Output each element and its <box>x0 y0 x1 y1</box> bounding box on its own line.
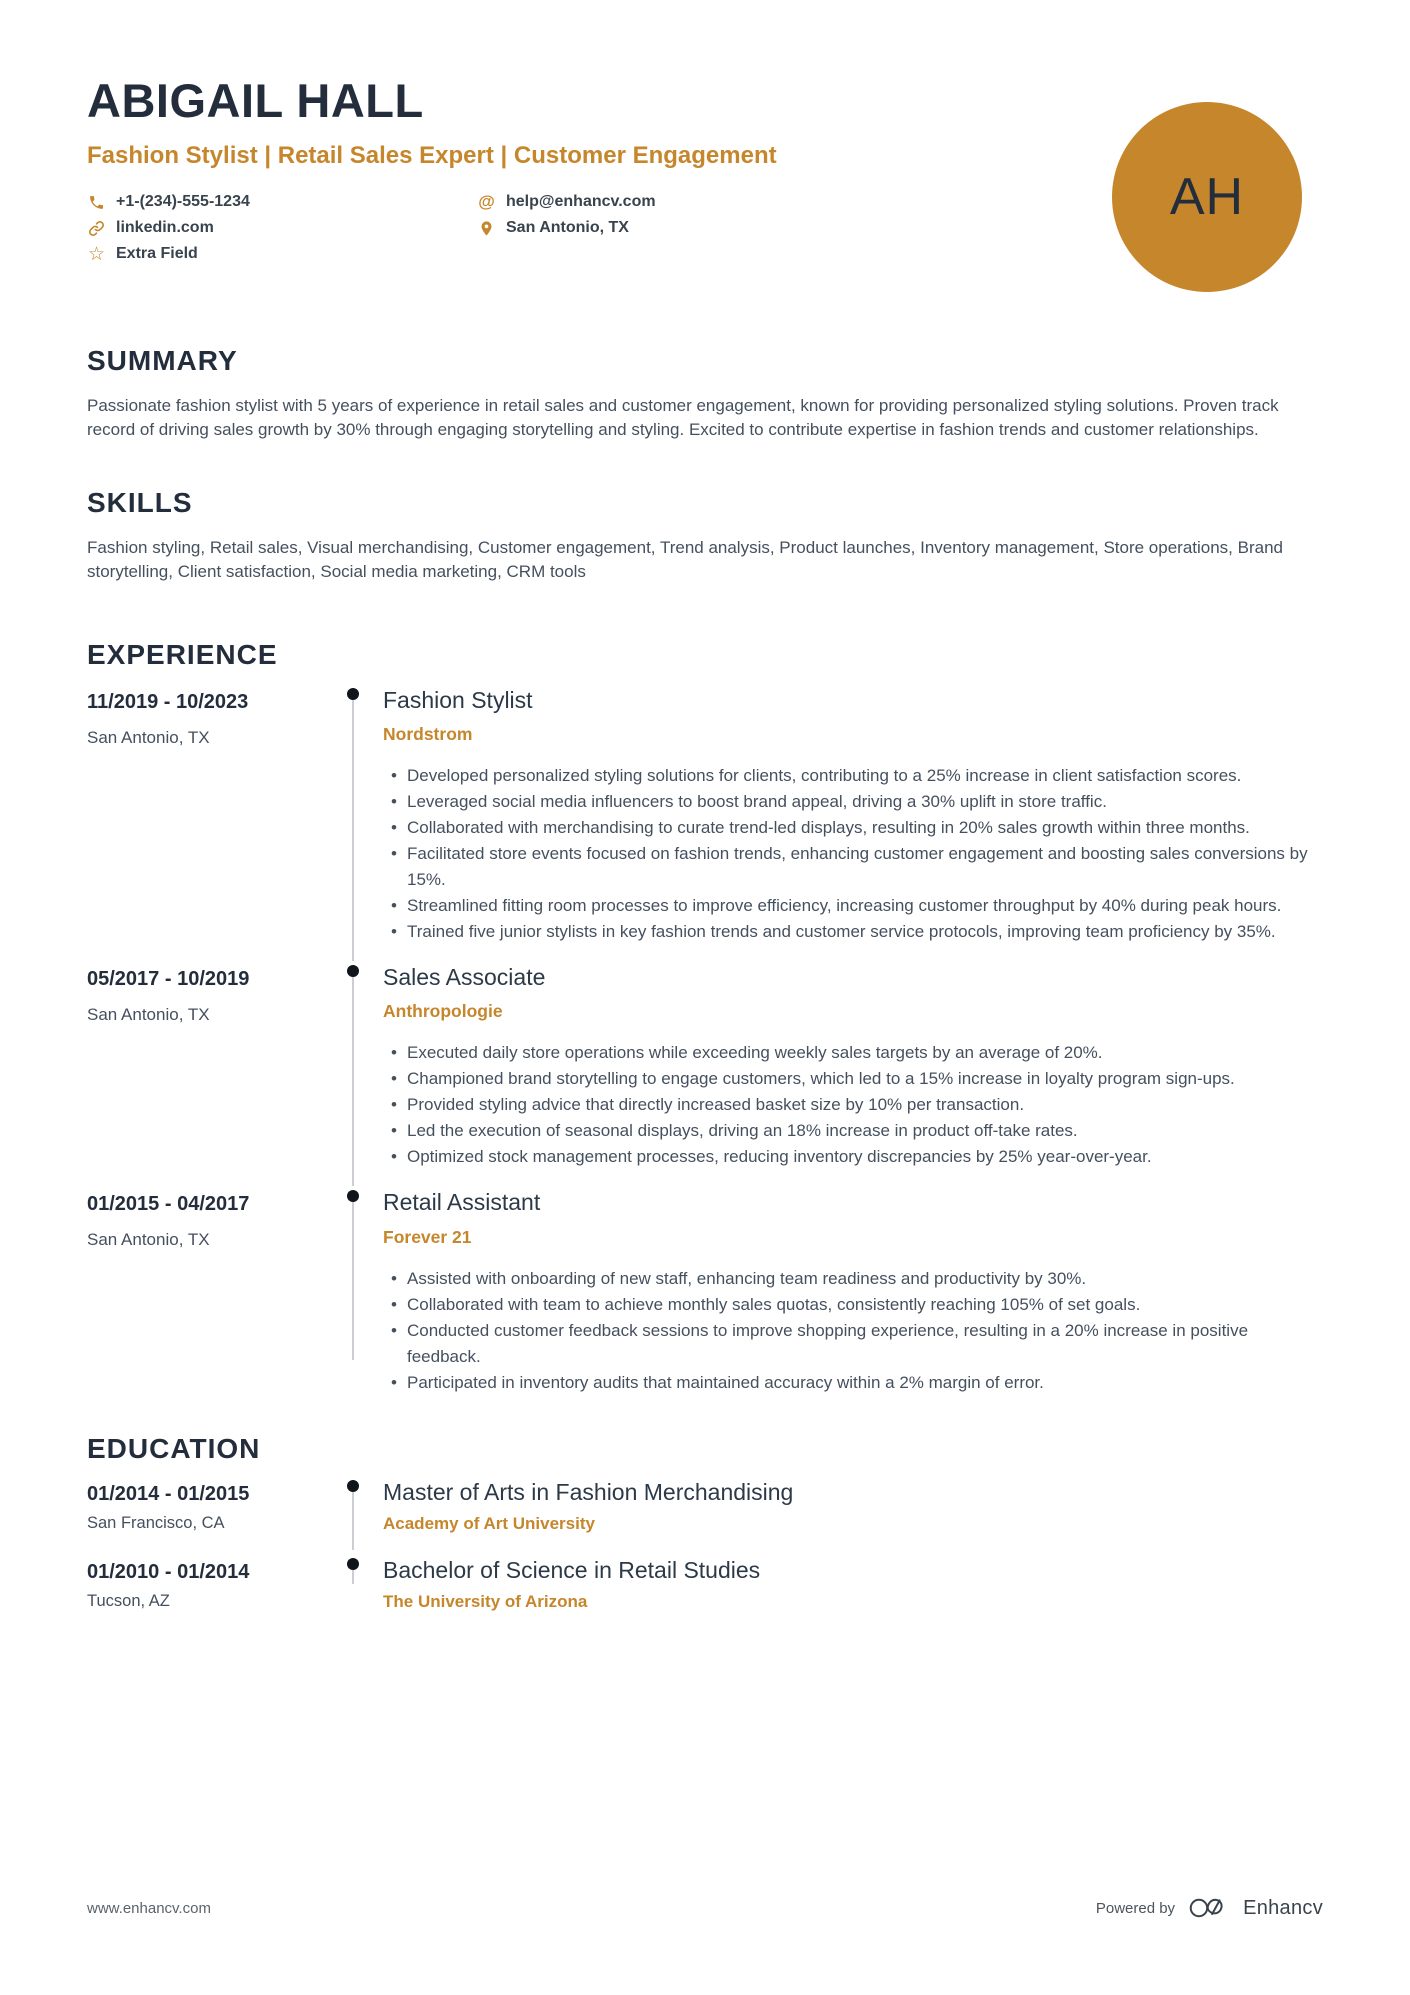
bullet-item: • Trained five junior stylists in key fashion trends and customer service protocols, improving team proficiency by 35%. <box>407 919 1323 945</box>
company-name: Forever 21 <box>383 1226 472 1247</box>
timeline-line <box>352 698 354 961</box>
entry-content <box>383 686 1323 963</box>
link-icon <box>87 219 106 238</box>
bullet-item: • Facilitated store events focused on fashion trends, enhancing customer engagement and boosting sales conversions by 15%. <box>407 841 1323 893</box>
timeline-dot <box>347 1558 359 1570</box>
timeline <box>323 963 383 1188</box>
timeline <box>323 1556 383 1634</box>
entry-dates: 05/2017 - 10/2019 <box>87 968 250 991</box>
contact-phone-text: +1-(234)-555-1234 <box>116 193 250 211</box>
timeline-dot <box>347 688 359 700</box>
experience-entry <box>87 686 1323 963</box>
header-main <box>87 76 777 267</box>
bullet-item: • Optimized stock management processes, reducing inventory discrepancies by 25% year-over-year. <box>407 1144 1323 1170</box>
degree-title: Master of Arts in Fashion Merchandising <box>383 1479 794 1506</box>
contact-email[interactable] <box>477 193 777 212</box>
education-entry <box>87 1556 1323 1634</box>
timeline-dot <box>347 965 359 977</box>
bullet-item: • Streamlined fitting room processes to improve efficiency, increasing customer throughput by 40% during peak hours. <box>407 893 1323 919</box>
entry-location: San Antonio, TX <box>87 1230 210 1250</box>
bullet-list <box>383 1266 1323 1396</box>
bullet-item: • Collaborated with team to achieve monthly sales quotas, consistently reaching 105% of set goals. <box>407 1292 1323 1318</box>
entry-location: Tucson, AZ <box>87 1592 170 1611</box>
enhancv-logo-icon <box>1188 1895 1230 1921</box>
bullet-list <box>383 763 1323 945</box>
location-pin-icon <box>477 219 496 238</box>
school-name: Academy of Art University <box>383 1514 595 1534</box>
powered-by-label: Powered by <box>1095 1899 1176 1917</box>
skills-text: Fashion styling, Retail sales, Visual merchandising, Customer engagement, Trend analysis, Product launches, Inventory management, Store operations, Brand storytelling, Client satisfaction, Social media marketing, CRM tools <box>87 537 1283 581</box>
timeline <box>323 686 383 963</box>
experience-entry <box>87 963 1323 1188</box>
phone-icon <box>87 193 106 212</box>
skills-heading: SKILLS <box>87 486 193 518</box>
education-entry <box>87 1478 1323 1556</box>
company-name: Anthropologie <box>383 1001 503 1022</box>
bullet-item: • Executed daily store operations while exceeding weekly sales targets by an average of 20%. <box>407 1040 1323 1066</box>
contact-extra-field <box>87 245 477 264</box>
header <box>87 76 1323 292</box>
enhancv-brand: Enhancv <box>1243 1896 1323 1919</box>
entry-location: San Antonio, TX <box>87 1005 210 1025</box>
summary-heading: SUMMARY <box>87 345 238 376</box>
bullet-item: • Provided styling advice that directly increased basket size by 10% per transaction. <box>407 1092 1323 1118</box>
company-name: Nordstrom <box>383 724 473 745</box>
footer-site-link[interactable]: www.enhancv.com <box>87 1899 211 1917</box>
bullet-item: • Assisted with onboarding of new staff, enhancing team readiness and productivity by 30%. <box>407 1266 1323 1292</box>
degree-title: Bachelor of Science in Retail Studies <box>383 1557 761 1584</box>
timeline-line <box>352 975 354 1186</box>
entry-left-column <box>87 1556 323 1634</box>
entry-left-column <box>87 1478 323 1556</box>
timeline-line <box>352 1200 354 1360</box>
timeline-dot <box>347 1190 359 1202</box>
contact-linkedin[interactable] <box>87 219 477 238</box>
person-name: ABIGAIL HALL <box>87 74 424 127</box>
entry-dates: 01/2010 - 01/2014 <box>87 1561 250 1584</box>
contact-extra-text: Extra Field <box>116 245 198 263</box>
entry-dates: 11/2019 - 10/2023 <box>87 691 249 714</box>
school-name: The University of Arizona <box>383 1592 588 1612</box>
contact-location-text: San Antonio, TX <box>506 219 629 237</box>
footer-brand-group[interactable] <box>1096 1895 1323 1921</box>
timeline-line <box>352 1492 354 1550</box>
bullet-item: • Conducted customer feedback sessions to improve shopping experience, resulting in a 20% increase in positive feedback. <box>407 1318 1323 1370</box>
entry-left-column <box>87 963 323 1188</box>
star-icon: ☆ <box>87 243 106 265</box>
timeline-dot <box>347 1480 359 1492</box>
role-title: Fashion Stylist | Retail Sales Expert | Customer Engagement <box>87 142 777 170</box>
bullet-item: • Championed brand storytelling to engage customers, which led to a 15% increase in loyalty program sign-ups. <box>407 1066 1323 1092</box>
entry-dates: 01/2014 - 01/2015 <box>87 1483 250 1506</box>
entry-location: San Antonio, TX <box>87 728 210 748</box>
entry-content <box>383 1556 1323 1634</box>
job-title: Sales Associate <box>383 964 546 991</box>
bullet-item: • Led the execution of seasonal displays, driving an 18% increase in product off-take rates. <box>407 1118 1323 1144</box>
entry-content <box>383 963 1323 1188</box>
job-title: Fashion Stylist <box>383 687 533 714</box>
job-title: Retail Assistant <box>383 1189 541 1216</box>
entry-content <box>383 1188 1323 1413</box>
entry-left-column <box>87 686 323 963</box>
bullet-item: • Collaborated with merchandising to curate trend-led displays, resulting in 20% sales growth within three months. <box>407 815 1323 841</box>
bullet-list <box>383 1040 1323 1170</box>
contact-linkedin-text: linkedin.com <box>116 219 214 237</box>
footer <box>87 1895 1323 1921</box>
contact-location <box>477 219 777 238</box>
timeline-line <box>352 1570 354 1584</box>
timeline <box>323 1478 383 1556</box>
bullet-item: • Leveraged social media influencers to boost brand appeal, driving a 30% uplift in store traffic. <box>407 789 1323 815</box>
entry-content <box>383 1478 1323 1556</box>
summary-text: Passionate fashion stylist with 5 years of experience in retail sales and customer engagement, known for providing personalized styling solutions. Proven track record of driving sales growth by 30% through engaging storytelling and styling. Excited to contribute expertise in fashion trends and customer relationships. <box>87 395 1279 439</box>
at-icon: @ <box>478 192 495 212</box>
avatar: AH <box>1112 102 1302 292</box>
bullet-item: • Participated in inventory audits that maintained accuracy within a 2% margin of error. <box>407 1370 1323 1396</box>
contact-email-text: help@enhancv.com <box>506 193 656 211</box>
entry-left-column <box>87 1188 323 1413</box>
entry-location: San Francisco, CA <box>87 1514 225 1533</box>
contact-list <box>87 189 777 267</box>
education-heading: EDUCATION <box>87 1432 261 1464</box>
bullet-item: • Developed personalized styling solutions for clients, contributing to a 25% increase in client satisfaction scores. <box>407 763 1323 789</box>
contact-phone[interactable] <box>87 193 477 212</box>
experience-heading: EXPERIENCE <box>87 638 278 670</box>
timeline <box>323 1188 383 1413</box>
entry-dates: 01/2015 - 04/2017 <box>87 1193 250 1216</box>
experience-entry <box>87 1188 1323 1413</box>
